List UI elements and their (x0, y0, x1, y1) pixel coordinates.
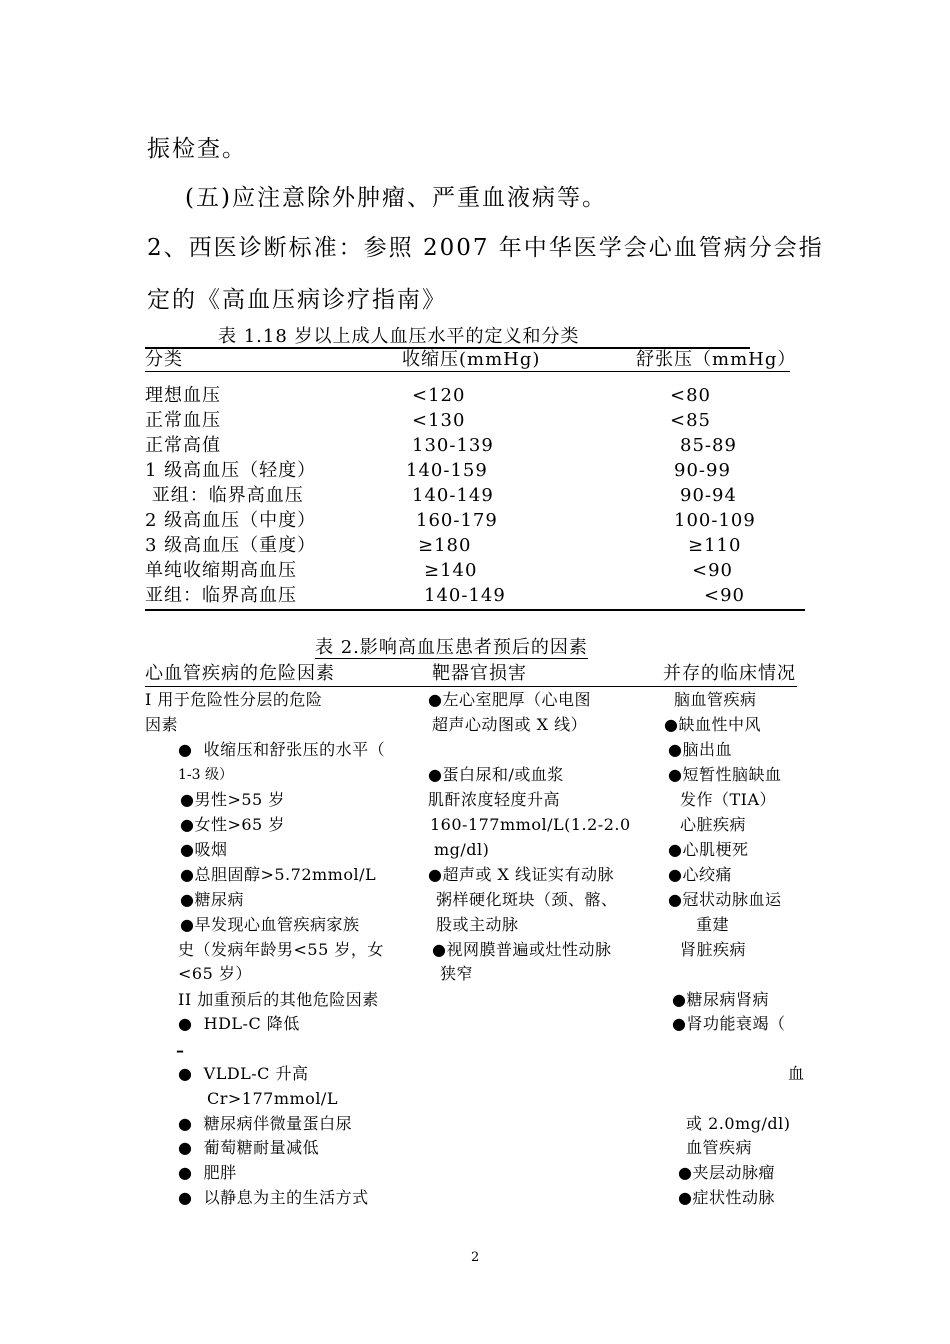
table1-cell: <85 (670, 410, 711, 431)
table1-cell: ≥180 (418, 535, 472, 556)
table1-cell: <90 (704, 585, 745, 606)
table1-cell: 90-99 (674, 460, 731, 481)
table2-col3-line: 心脏疾病 (680, 815, 747, 834)
table2-col3-line: ●冠状动脉血运 (668, 890, 782, 909)
table2-col3-line: ●短暂性脑缺血 (668, 765, 782, 784)
table2-header-rule (145, 686, 797, 687)
paragraph-line: 振检查。 (147, 136, 247, 162)
table2-col2-line: ●蛋白尿和/或血浆 (428, 765, 564, 784)
table2-col1-line: ●女性>65 岁 (180, 815, 285, 834)
table2-header-clinical: 并存的临床情况 (663, 663, 796, 684)
table2-col1-line: 1-3 级） (178, 767, 233, 783)
table2-col1-line: ● HDL-C 降低 (178, 1014, 300, 1033)
table2-header-risk: 心血管疾病的危险因素 (145, 663, 335, 684)
table1-cell: 正常血压 (145, 410, 221, 431)
table2-col3-line: ●糖尿病肾病 (672, 990, 769, 1009)
table1-cell: 2 级高血压（中度） (145, 510, 317, 531)
table1-cell: 100-109 (674, 510, 756, 531)
table2-col1-line: ● 收缩压和舒张压的水平（ (178, 740, 386, 759)
table2-col3-line: ●症状性动脉 (678, 1188, 775, 1207)
table2-col3-line: 肾脏疾病 (680, 940, 747, 959)
table2-col2-line: ●左心室肥厚（心电图 (428, 690, 591, 709)
table2-col2-line: ●视网膜普遍或灶性动脉 (432, 940, 612, 959)
table2-col1-line: ●男性>55 岁 (180, 790, 285, 809)
table2-col2-line: 160-177mmol/L(1.2-2.0 (430, 815, 631, 834)
table2-col1-line: ●糖尿病 (180, 890, 244, 909)
table1-cell: ≥140 (424, 560, 478, 581)
table2-header-organ: 靶器官损害 (432, 663, 527, 684)
table2-col1-line: ●总胆固醇>5.72mmol/L (180, 865, 377, 884)
table1-cell: <120 (412, 385, 466, 406)
table1-cell: 160-179 (416, 510, 498, 531)
table2-col2-line: mg/dl) (434, 840, 490, 859)
table1-cell: ≥110 (688, 535, 742, 556)
table2-col1-line: 史（发病年龄男<55 岁，女 (178, 940, 384, 959)
table2-col1-line: <65 岁） (178, 964, 252, 983)
table2-col3-line: ●脑出血 (668, 740, 732, 759)
table2-col1-line: ● 肥胖 (178, 1163, 237, 1182)
table1-cell: 140-149 (424, 585, 506, 606)
table1-header-rule (145, 371, 790, 372)
table2-col1-line: I 用于危险性分层的危险 (145, 690, 323, 709)
table2-col1-line: ● 葡萄糖耐量减低 (178, 1138, 320, 1157)
table2-col3-line: 发作（TIA） (680, 790, 777, 809)
paragraph-line: 2、西医诊断标准：参照 2007 年中华医学会心血管病分会指 (147, 235, 824, 261)
table1-cell: 亚组：临界高血压 (145, 485, 304, 506)
table2-col1-line: II 加重预后的其他危险因素 (178, 990, 379, 1009)
table2-col3-line: 血管疾病 (686, 1138, 753, 1157)
table2-col3-line: 重建 (696, 915, 730, 934)
table2-col1-line: ● 以静息为主的生活方式 (178, 1188, 369, 1207)
page-number: 2 (471, 1250, 480, 1265)
table1-cell: <130 (412, 410, 466, 431)
table1-caption: 表 1.18 岁以上成人血压水平的定义和分类 (218, 326, 580, 347)
table1-header-category: 分类 (145, 349, 183, 370)
table2-col2-line: 股或主动脉 (436, 915, 519, 934)
table1-cell: 85-89 (680, 435, 737, 456)
table2-col3-line: ●缺血性中风 (664, 715, 761, 734)
table1-header-diastolic: 舒张压（mmHg） (636, 349, 797, 370)
table1-cell: 1 级高血压（轻度） (145, 460, 317, 481)
paragraph-line: 定的《高血压病诊疗指南》 (147, 287, 447, 313)
table1-cell: 理想血压 (145, 385, 221, 406)
paragraph-line: (五)应注意除外肿瘤、严重血液病等。 (185, 185, 607, 211)
table1-cell: 130-139 (412, 435, 494, 456)
table1-cell: 单纯收缩期高血压 (145, 560, 297, 581)
table2-col3-line: ●肾功能衰竭（ (672, 1014, 786, 1033)
table2-caption: 表 2.影响高血压患者预后的因素 (315, 637, 588, 658)
table2-col2-line: 狭窄 (440, 964, 474, 983)
table2-col2-line: 粥样硬化斑块（颈、髂、 (436, 890, 618, 909)
table2-col3-line: ●心绞痛 (668, 865, 732, 884)
table2-col3-line: 脑血管疾病 (674, 690, 757, 709)
table1-cell: 3 级高血压（重度） (145, 535, 317, 556)
table2-col3-line: ●夹层动脉瘤 (678, 1163, 775, 1182)
table1-cell: <80 (670, 385, 711, 406)
table2-col1-line: Cr>177mmol/L (207, 1089, 338, 1108)
table2-col3-line: 血 (788, 1064, 805, 1083)
table2-col1-line: ●吸烟 (180, 840, 228, 859)
table1-cell: 140-149 (412, 485, 494, 506)
table1-bottom-rule (145, 609, 805, 611)
table1-cell: 亚组：临界高血压 (145, 585, 297, 606)
table1-cell: 90-94 (680, 485, 737, 506)
table1-cell: 140-159 (406, 460, 488, 481)
table2-col1-line: ●早发现心血管疾病家族 (180, 915, 360, 934)
table2-col2-line: ●超声或 X 线证实有动脉 (428, 865, 615, 884)
table2-col3-line: ●心肌梗死 (668, 840, 749, 859)
table1-cell: 正常高值 (145, 435, 221, 456)
table1-header-systolic: 收缩压(mmHg) (402, 349, 541, 370)
table2-col2-line: 超声心动图或 X 线） (432, 715, 588, 734)
table1-cell: <90 (692, 560, 733, 581)
table2-col3-line: 或 2.0mg/dl) (686, 1114, 791, 1133)
table2-col1-line: ● VLDL-C 升高 (178, 1064, 309, 1083)
table2-col1-line: 因素 (145, 715, 179, 734)
table2-col1-line: – (176, 1041, 185, 1060)
table2-col2-line: 肌酐浓度轻度升高 (428, 790, 561, 809)
table2-col1-line: ● 糖尿病伴微量蛋白尿 (178, 1114, 353, 1133)
